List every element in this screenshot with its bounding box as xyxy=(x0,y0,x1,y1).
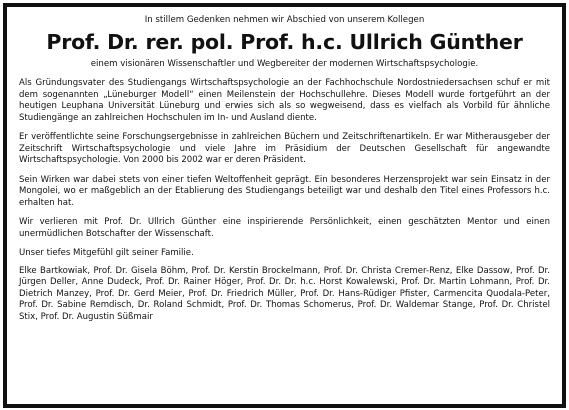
paragraph-mongolia: Sein Wirken war dabei stets von einer tiefen Weltoffenheit geprägt. Ein besonderes Herzensprojekt war sein Einsatz in der Mongolei, wo er maßgeblich an der Etablierung des Studiengangs beteiligt war und deshalb den Titel eines Professors h.c. erhalten hat. xyxy=(19,174,550,208)
obituary-frame xyxy=(3,3,566,408)
signatories-list: Elke Bartkowiak, Prof. Dr. Gisela Böhm, Prof. Dr. Kerstin Brockelmann, Prof. Dr. Christa Cremer-Renz, Elke Dassow, Prof. Dr. Jürgen Deller, Anne Dudeck, Prof. Dr. Rainer Höger, Prof. Dr. Dr. h.c. Horst Kowalewski, Prof. Dr. Martin Lohmann, Prof. Dr. Dietrich Manzey, Prof. Dr. Gerd Meier, Prof. Dr. Friedrich Müller, Prof. Dr. Hans-Rüdiger Pfister, Carmencita Quodala-Peter, Prof. Dr. Sabine Remdisch, Dr. Roland Schmidt, Prof. Dr. Thomas Schomerus, Prof. Dr. Waldemar Stange, Prof. Dr. Christel Stix, Prof. Dr. Augustin Süßmair xyxy=(19,265,550,322)
condolence-line: Unser tiefes Mitgefühl gilt seiner Familie. xyxy=(19,248,194,258)
tagline: einem visionären Wissenschaftler und Wegbereiter der modernen Wirtschaftspsychologie. xyxy=(90,59,479,69)
intro-line: In stillem Gedenken nehmen wir Abschied von unserem Kollegen xyxy=(144,15,425,25)
paragraph-founding: Als Gründungsvater des Studiengangs Wirtschaftspsychologie an der Fachhochschule Nordostniedersachsen schuf er mit dem sogenannten „Lüneburger Modell“ einen Meilenstein der Hochschullehre. Dieses Modell wurde fortgeführt an der heutigen Leuphana Universität Lüneburg und erwies sich als so wegweisend, dass es vielfach als Vorbild für ähnliche Studiengänge an zahlreichen Hochschulen im In- und Ausland diente. xyxy=(19,78,550,123)
paragraph-loss: Wir verlieren mit Prof. Dr. Ullrich Günther eine inspirierende Persönlichkeit, einen geschätzten Mentor und einen unermüdlichen Botschafter der Wissenschaft. xyxy=(19,217,550,239)
deceased-name: Prof. Dr. rer. pol. Prof. h.c. Ullrich Günther xyxy=(46,30,523,54)
paragraph-publications: Er veröffentlichte seine Forschungsergebnisse in zahlreichen Büchern und Zeitschriftenartikeln. Er war Mitherausgeber der Zeitschrift Wirtschaftspsychologie und viele Jahre im Präsidium der Deutschen Gesellschaft für angewandte Wirtschaftspsychologie. Von 2000 bis 2002 war er deren Präsident. xyxy=(19,132,550,165)
obituary-content xyxy=(7,7,562,323)
